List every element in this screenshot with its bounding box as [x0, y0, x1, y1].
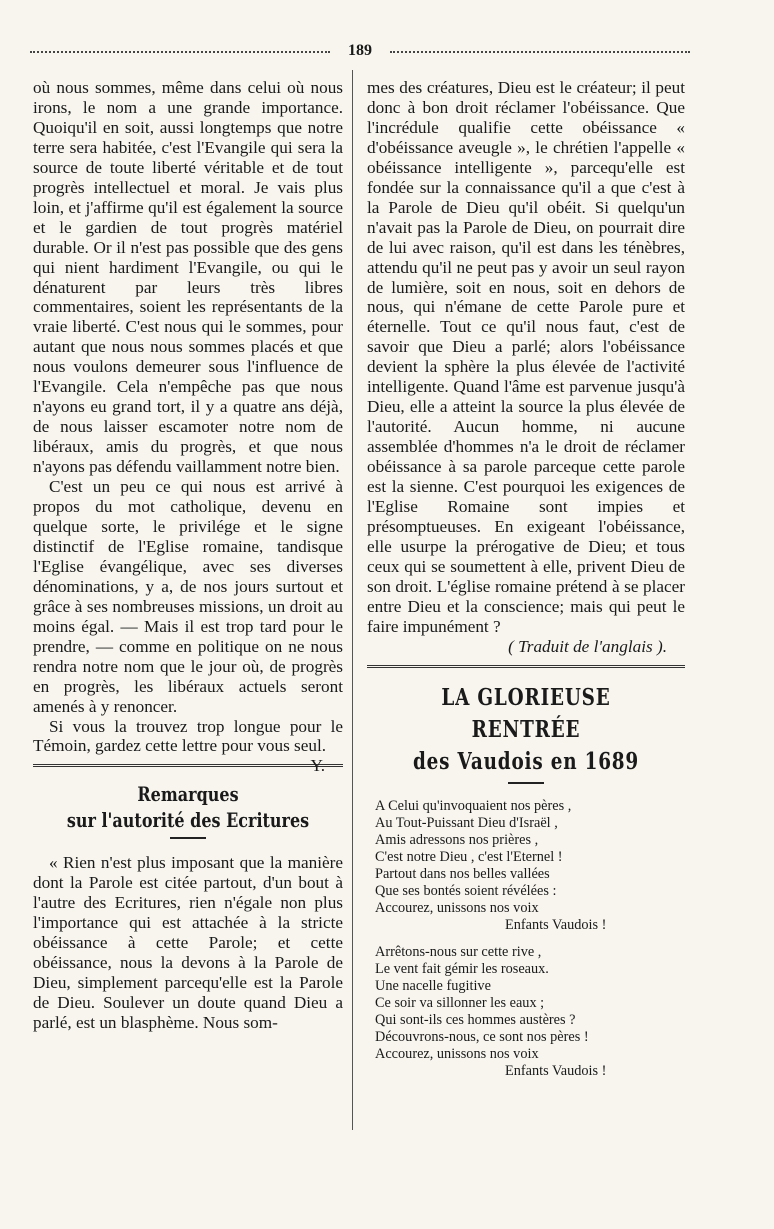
- column-divider: [352, 70, 353, 1130]
- left-column: [33, 78, 343, 1033]
- poem-line: Que ses bontés soient révélées :: [375, 882, 557, 899]
- closing-line: Si vous la trouvez trop longue pour le Témoin, gardez cette lettre pour vous seul.: [33, 716, 343, 756]
- translation-credit: ( Traduit de l'anglais ).: [508, 636, 667, 656]
- poem-stanza-2: [367, 944, 685, 1080]
- poem-line: Accourez, unissons nos voix: [375, 1045, 539, 1062]
- poem-line: Au Tout-Puissant Dieu d'Israël ,: [375, 814, 558, 831]
- poem-line: Une nacelle fugitive: [375, 977, 491, 994]
- poem-title-line1: LA GLORIEUSE RENTRÉE: [441, 683, 611, 743]
- letter-closing: [33, 716, 343, 776]
- signature: Y.: [310, 756, 325, 776]
- poem-refrain: Enfants Vaudois !: [505, 916, 607, 933]
- letter-paragraph-1: où nous sommes, même dans celui où nous irons, le nom a une grande importance. Quoiqu'il en soit, aussi longtemps que notre terre sera habitée, c'est l'Evangile qui sera la source de toute liberté véritable et de tout progrès intellectuel et moral. Je vais plus loin, et j'affirme qu'il est également la source et le gardien de tout progrès matériel durable. Or il n'est pas possible que des gens qui nient hardiment l'Evangile, ou qui le dénaturent par leurs très libres commentaires, soient les représentants de la vraie liberté. C'est nous qui le sommes, pour autant que nous nous sommes placés et que nous voulons demeurer sous l'influence de l'Evangile. Cela n'empêche pas que nous n'ayons eu grand tort, il y a quatre ans déjà, de nous laisser escamoter notre nom de libéraux, amis du progrès, et que nous n'ayons pas défendu vaillamment notre bien.: [33, 78, 343, 477]
- poem-line: C'est notre Dieu , c'est l'Eternel !: [375, 848, 563, 865]
- poem-line: Partout dans nos belles vallées: [375, 865, 550, 882]
- page-header: [30, 44, 690, 64]
- header-ornament-left: [30, 51, 330, 59]
- page-number: 189: [348, 42, 372, 59]
- poem-stanza-1: [367, 798, 685, 934]
- letter-paragraph-2: C'est un peu ce qui nous est arrivé à propos du mot catholique, devenu en quelque sorte, le privilége et le signe distinctif de l'Eglise romaine, tandisque l'Eglise évangélique, avec ses diverses dénominations, y a, de nos jours surtout et grâce à ses nombreuses missions, un droit au moins égal. — Mais il est trop tard pour le prendre, — comme en politique on ne nous rendra notre nom que le jour où, de progrès en progrès, les libéraux actuels seront amenés à y renoncer.: [33, 477, 343, 716]
- poem-title-line2: des Vaudois en 1689: [412, 747, 640, 775]
- header-ornament-right: [390, 51, 690, 59]
- poem-line: Accourez, unissons nos voix: [375, 899, 539, 916]
- poem-line: Le vent fait gémir les roseaux.: [375, 960, 549, 977]
- poem-line: A Celui qu'invoquaient nos pères ,: [375, 797, 572, 814]
- poem-line: Amis adressons nos prières ,: [375, 831, 539, 848]
- poem-line: Qui sont-ils ces hommes austères ?: [375, 1011, 576, 1028]
- article-title-line2: sur l'autorité des Ecritures: [66, 808, 310, 833]
- poem-line: Arrêtons-nous sur cette rive ,: [375, 943, 542, 960]
- article-title-line1: Remarques: [137, 782, 239, 807]
- right-column: [367, 78, 685, 1090]
- poem-title-underline: [508, 782, 544, 784]
- poem-refrain: Enfants Vaudois !: [505, 1062, 607, 1079]
- poem-divider: [367, 665, 685, 668]
- poem-line: Ce soir va sillonner les eaux ;: [375, 994, 545, 1011]
- title-underline: [170, 837, 206, 839]
- article-text-continued: mes des créatures, Dieu est le créateur; il peut donc à bon droit réclamer l'obéissance. Que l'incrédule qualifie cette obéissance « d'obéissance aveugle », le chrétien l'appelle « obéissance intelligente », parcequ'elle est fondée sur la connaissance qu'il a que c'est à la Parole de Dieu qu'il obéit. Si quelqu'un n'avait pas la Parole de Dieu, on pourrait dire de lui avec raison, qu'il est dans les ténèbres, attendu qu'il ne peut pas y avoir un seul rayon de lumière, soit en nous, soit en dehors de nous, qui n'émane de cette Parole pure et éternelle. Tout ce qu'il nous faut, c'est de savoir que Dieu a parlé; alors l'obéissance devient la sphère la plus élevée de l'activité intelligente. Quand l'âme est parvenue jusqu'à Dieu, elle a atteint la source la plus élevée de l'autorité. Aucun homme, ni aucune assemblée d'hommes n'a le droit de réclamer obéissance à sa parole parceque cette parole est la sienne. C'est pourquoi les exigences de l'Eglise Romaine sont impies et présomptueuses. En exigeant l'obéissance, elle usurpe la prérogative de Dieu; et tous ceux qui se soumettent à elle, privent Dieu de son droit. L'église romaine prétend à se placer entre Dieu et la conscience; mais qui peut le faire impunément ?: [367, 78, 685, 636]
- poem-line: Découvrons-nous, ce sont nos pères !: [375, 1028, 589, 1045]
- article-text: « Rien n'est plus imposant que la manière dont la Parole est citée partout, d'un bout à l'autre des Ecritures, rien n'égale non plus l'importance qui est attachée à la stricte obéissance à cette Parole; et cette obéissance, nous la devons à la Parole de Dieu, simplement parcequ'elle est la Parole de Dieu. Soulever un doute quand Dieu a parlé, est un blasphème. Nous som-: [33, 853, 343, 1033]
